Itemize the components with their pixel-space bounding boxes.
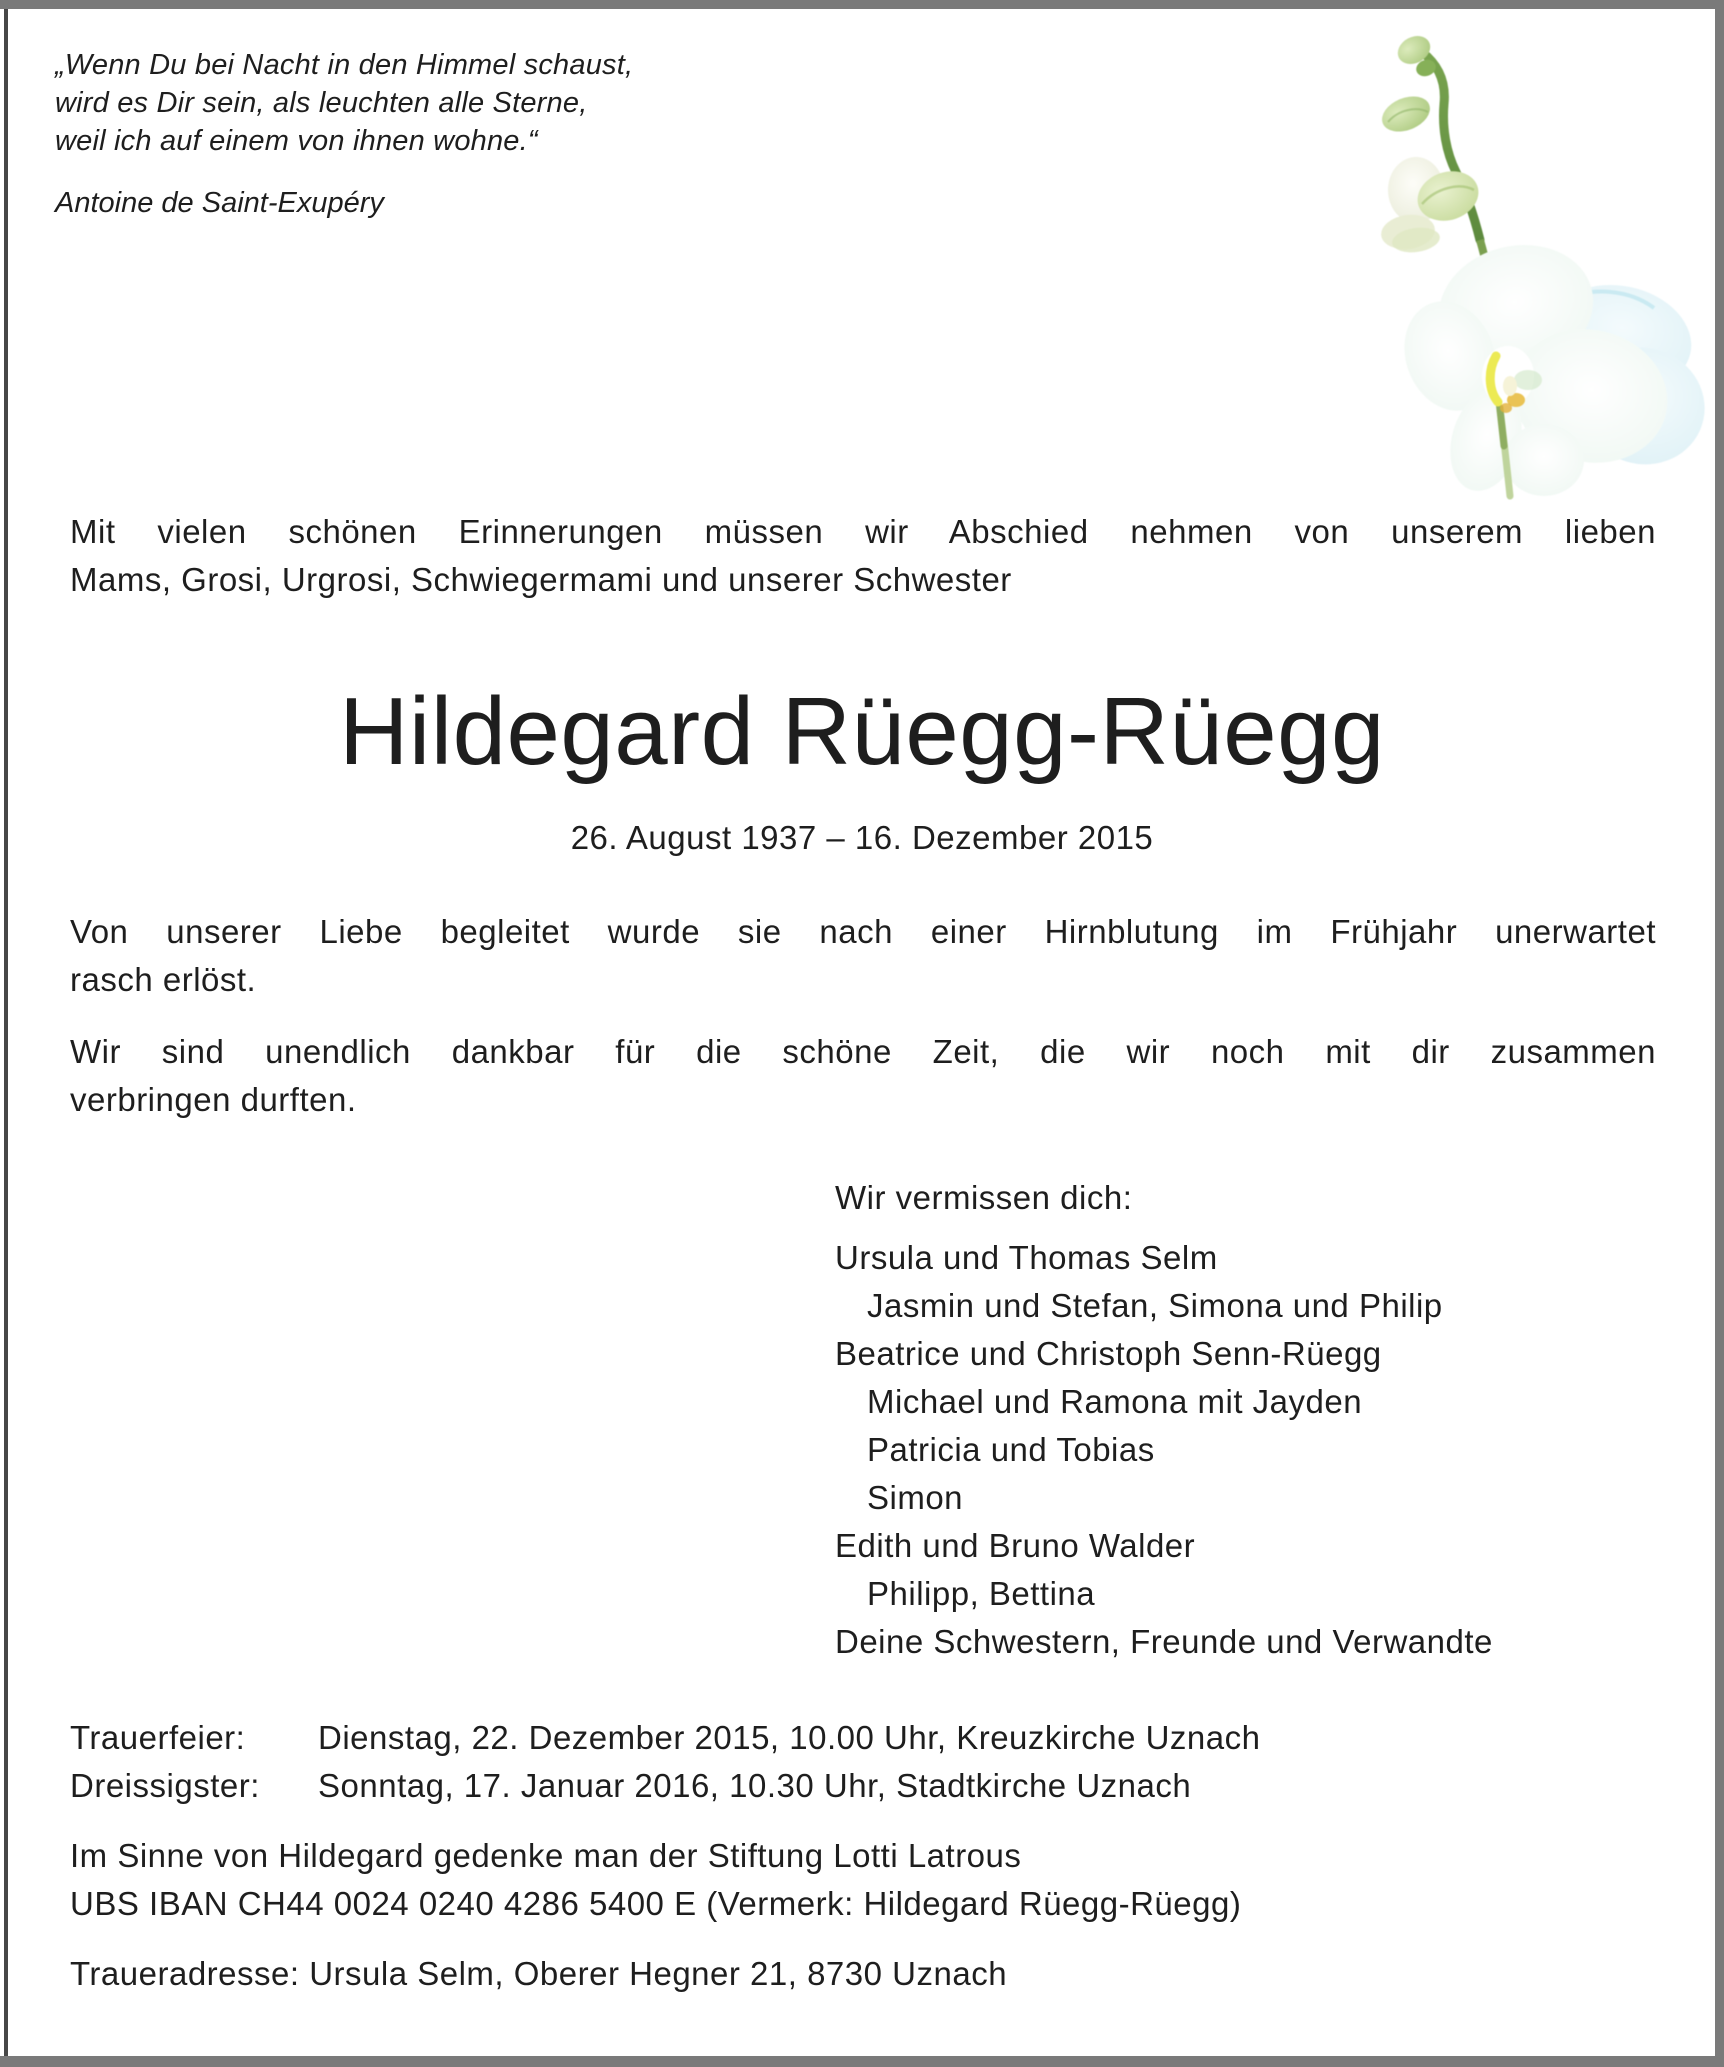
mourner-line: Ursula und Thomas Selm (835, 1239, 1218, 1276)
intro-line: Mams, Grosi, Urgrosi, Schwiegermami und unserer Schwester (70, 561, 1012, 598)
mourner-line: Philipp, Bettina (867, 1575, 1096, 1612)
service-detail: Sonntag, 17. Januar 2016, 10.30 Uhr, Stadtkirche Uznach (318, 1767, 1192, 1804)
intro-line: Mit vielen schönen Erinnerungen müssen wir Abschied nehmen von unserem lieben (70, 513, 1656, 550)
paragraph-passing (70, 908, 1656, 1004)
service-label: Dreissigster: (70, 1767, 260, 1804)
mourner-line: Patricia und Tobias (867, 1431, 1155, 1468)
mourners-heading: Wir vermissen dich: (835, 1179, 1133, 1216)
frame-left-line (4, 9, 8, 2056)
quote-line: „Wenn Du bei Nacht in den Himmel schaust, (55, 49, 634, 81)
paragraph-line: rasch erlöst. (70, 961, 257, 998)
mourner-line: Beatrice und Christoph Senn-Rüegg (835, 1335, 1382, 1372)
quote-line: weil ich auf einem von ihnen wohne.“ (55, 125, 538, 157)
mourners-block (835, 1174, 1695, 1666)
paragraph-line: verbringen durften. (70, 1081, 357, 1118)
frame-right-bar (1715, 9, 1724, 2056)
mourner-line: Michael und Ramona mit Jayden (867, 1383, 1363, 1420)
mourner-line: Simon (867, 1479, 964, 1516)
mourning-address: Traueradresse: Ursula Selm, Oberer Hegner 21, 8730 Uznach (70, 1955, 1008, 1992)
service-row (70, 1762, 1656, 1810)
quote-line: wird es Dir sein, als leuchten alle Sterne, (55, 87, 588, 119)
donation-block (70, 1832, 1656, 1928)
mourner-line: Edith und Bruno Walder (835, 1527, 1196, 1564)
life-dates: 26. August 1937 – 16. Dezember 2015 (570, 819, 1154, 856)
frame-bottom-bar (0, 2056, 1724, 2067)
paragraph-line: Von unserer Liebe begleitet wurde sie nach einer Hirnblutung im Frühjahr unerwartet (70, 913, 1656, 950)
orchid-image (1358, 8, 1708, 503)
paragraph-line: Wir sind unendlich dankbar für die schöne Zeit, die wir noch mit dir zusammen (70, 1033, 1656, 1070)
paragraph-gratitude (70, 1028, 1656, 1124)
mourners-list (835, 1234, 1695, 1666)
service-label: Trauerfeier: (70, 1719, 246, 1756)
donation-line: Im Sinne von Hildegard gedenke man der Stiftung Lotti Latrous (70, 1837, 1022, 1874)
mourner-line: Deine Schwestern, Freunde und Verwandte (835, 1623, 1493, 1660)
deceased-name: Hildegard Rüegg-Rüegg (339, 678, 1385, 785)
mourner-line: Jasmin und Stefan, Simona und Philip (867, 1287, 1443, 1324)
service-row (70, 1714, 1656, 1762)
services-block (70, 1714, 1656, 1810)
intro-paragraph (70, 508, 1656, 604)
quote-attribution: Antoine de Saint-Exupéry (55, 187, 384, 219)
donation-line: UBS IBAN CH44 0024 0240 4286 5400 E (Vermerk: Hildegard Rüegg-Rüegg) (70, 1885, 1242, 1922)
service-detail: Dienstag, 22. Dezember 2015, 10.00 Uhr, Kreuzkirche Uznach (318, 1719, 1261, 1756)
quote-block (55, 46, 633, 160)
